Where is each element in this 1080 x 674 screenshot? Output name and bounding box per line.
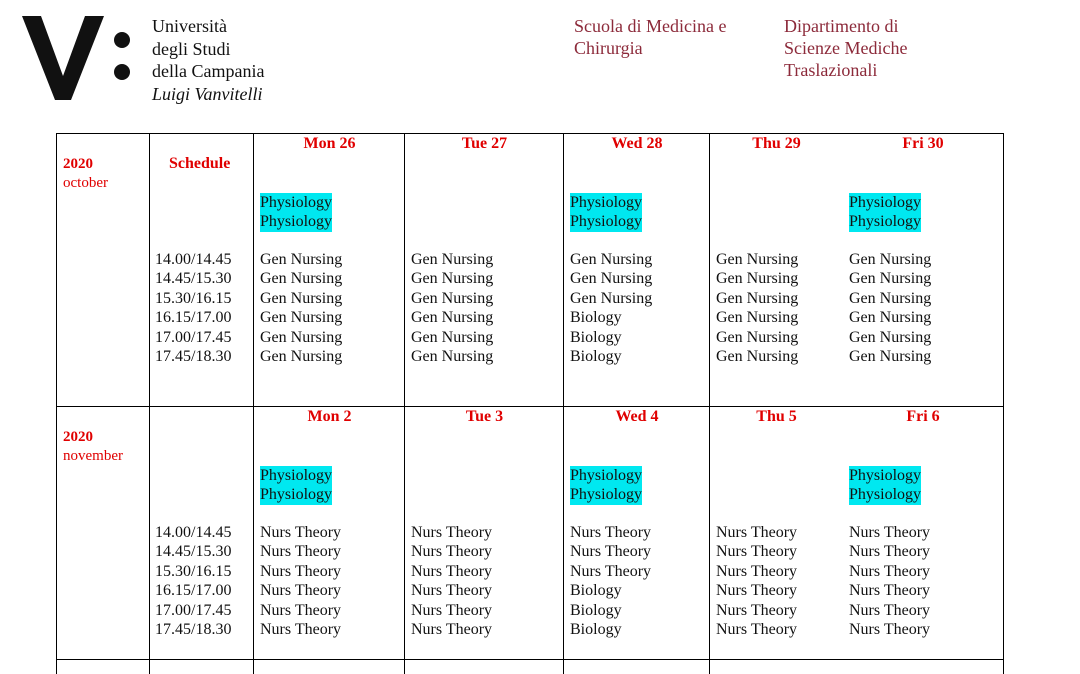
lesson-item: Nurs Theory [411, 621, 493, 639]
lesson-item: Nurs Theory [849, 562, 931, 580]
month-label [63, 428, 123, 466]
lesson-item: Gen Nursing [411, 328, 494, 346]
university-line: Luigi Vanvitelli [152, 83, 263, 104]
lesson-item: Gen Nursing [411, 270, 494, 288]
lesson-item: Nurs Theory [260, 543, 342, 561]
lesson-item: Gen Nursing [570, 251, 653, 268]
lesson-item: Biology [570, 328, 622, 346]
lesson-item: Nurs Theory [849, 601, 931, 619]
time-slot: 15.30/16.15 [155, 562, 232, 580]
lesson-item: Gen Nursing [411, 309, 494, 327]
time-slot: 14.00/14.45 [155, 251, 232, 268]
day-header: Mon 2 [307, 408, 352, 425]
lesson-item: Gen Nursing [716, 309, 799, 327]
lesson-item: Nurs Theory [570, 562, 652, 580]
school-line: Scuola di Medicina e [574, 16, 727, 36]
lesson-item: Nurs Theory [716, 621, 798, 639]
highlighted-lesson: Physiology [260, 194, 333, 211]
lesson-item: Nurs Theory [716, 601, 798, 619]
highlighted-lesson: Physiology [849, 486, 922, 504]
highlighted-lesson: Physiology [260, 467, 333, 484]
lesson-item: Nurs Theory [570, 543, 652, 561]
highlighted-lessons [260, 466, 332, 505]
table-row-divider [57, 659, 1003, 660]
schedule-table [56, 133, 1004, 674]
lesson-list [260, 523, 341, 639]
lesson-item: Nurs Theory [716, 562, 798, 580]
lesson-item: Nurs Theory [849, 582, 931, 600]
year-text: 2020 [63, 156, 93, 172]
lesson-item: Biology [570, 621, 622, 639]
highlighted-lesson: Physiology [849, 213, 922, 231]
lesson-item: Nurs Theory [849, 543, 931, 561]
time-slot: 17.00/17.45 [155, 601, 232, 619]
year-text: 2020 [63, 429, 93, 445]
highlighted-lesson: Physiology [570, 486, 643, 504]
lesson-item: Nurs Theory [411, 543, 493, 561]
lesson-item: Gen Nursing [570, 270, 653, 288]
highlighted-lesson: Physiology [570, 194, 643, 211]
time-slot: 16.15/17.00 [155, 582, 232, 600]
lesson-item: Nurs Theory [570, 524, 652, 541]
day-header: Mon 26 [303, 135, 356, 152]
lesson-item: Nurs Theory [716, 543, 798, 561]
lesson-item: Nurs Theory [260, 582, 342, 600]
lesson-item: Gen Nursing [849, 328, 932, 346]
time-slot: 17.45/18.30 [155, 348, 232, 366]
lesson-item: Biology [570, 348, 622, 366]
month-text: october [63, 175, 108, 191]
time-slots [155, 523, 231, 639]
lesson-item: Nurs Theory [260, 601, 342, 619]
highlighted-lesson: Physiology [260, 213, 333, 231]
lesson-item: Gen Nursing [260, 251, 343, 268]
lesson-item: Nurs Theory [260, 621, 342, 639]
time-slot: 16.15/17.00 [155, 309, 232, 327]
day-header: Thu 29 [752, 135, 801, 152]
lesson-item: Gen Nursing [570, 289, 653, 307]
university-line: degli Studi [152, 38, 231, 59]
department-line: Traslazionali [784, 60, 878, 80]
highlighted-lesson: Physiology [260, 486, 333, 504]
document-header [0, 0, 1080, 125]
university-line: Università [152, 16, 227, 36]
highlighted-lesson: Physiology [849, 467, 922, 484]
lesson-item: Nurs Theory [716, 524, 798, 541]
day-header: Tue 27 [461, 135, 508, 152]
lesson-item: Gen Nursing [260, 309, 343, 327]
month-label [63, 155, 108, 193]
lesson-item: Gen Nursing [411, 348, 494, 366]
table-column-divider [404, 134, 405, 674]
time-slots [155, 250, 231, 366]
highlighted-lesson: Physiology [570, 467, 643, 484]
lesson-list [849, 250, 931, 366]
university-line: della Campania [152, 61, 265, 81]
department-line: Scienze Mediche [784, 38, 908, 58]
lesson-item: Biology [570, 309, 622, 327]
lesson-item: Gen Nursing [716, 289, 799, 307]
lesson-item: Gen Nursing [260, 289, 343, 307]
lesson-item: Nurs Theory [411, 524, 493, 541]
day-header: Tue 3 [465, 408, 504, 425]
lesson-item: Gen Nursing [411, 251, 494, 268]
time-slot: 17.45/18.30 [155, 621, 232, 639]
highlighted-lessons [570, 466, 642, 505]
highlighted-lessons [849, 193, 921, 232]
table-column-divider [253, 134, 254, 674]
lesson-item: Gen Nursing [849, 289, 932, 307]
time-slot: 14.45/15.30 [155, 270, 232, 288]
highlighted-lessons [260, 193, 332, 232]
time-slot: 15.30/16.15 [155, 289, 232, 307]
lesson-list [570, 523, 651, 639]
lesson-list [570, 250, 652, 366]
lesson-item: Gen Nursing [716, 251, 799, 268]
department-name [784, 15, 907, 81]
lesson-item: Gen Nursing [260, 270, 343, 288]
lesson-item: Biology [570, 601, 622, 619]
lesson-item: Nurs Theory [849, 524, 931, 541]
schedule-header: Schedule [169, 155, 231, 172]
lesson-list [849, 523, 930, 639]
lesson-list [716, 523, 797, 639]
day-header: Fri 30 [902, 135, 944, 152]
lesson-item: Nurs Theory [260, 562, 342, 580]
time-slot: 14.45/15.30 [155, 543, 232, 561]
lesson-item: Nurs Theory [260, 524, 342, 541]
highlighted-lesson: Physiology [849, 194, 922, 211]
day-header: Wed 4 [615, 408, 659, 425]
lesson-item: Gen Nursing [849, 309, 932, 327]
lesson-item: Gen Nursing [849, 270, 932, 288]
table-column-divider [149, 134, 150, 674]
table-column-divider [563, 134, 564, 674]
lesson-item: Nurs Theory [411, 562, 493, 580]
lesson-item: Gen Nursing [849, 251, 932, 268]
lesson-item: Gen Nursing [716, 328, 799, 346]
school-line: Chirurgia [574, 38, 643, 58]
lesson-item: Gen Nursing [260, 328, 343, 346]
time-slot: 17.00/17.45 [155, 328, 232, 346]
lesson-item: Nurs Theory [716, 582, 798, 600]
vanvitelli-logo [22, 14, 137, 102]
month-text: november [63, 448, 123, 464]
lesson-item: Gen Nursing [716, 270, 799, 288]
lesson-item: Nurs Theory [411, 582, 493, 600]
lesson-item: Gen Nursing [260, 348, 343, 366]
day-header: Wed 28 [611, 135, 663, 152]
university-name [152, 15, 264, 105]
lesson-list [411, 523, 492, 639]
department-line: Dipartimento di [784, 16, 899, 36]
table-column-divider [709, 134, 710, 674]
lesson-list [411, 250, 493, 366]
highlighted-lessons [849, 466, 921, 505]
lesson-item: Biology [570, 582, 622, 600]
lesson-list [716, 250, 798, 366]
table-row-divider [57, 406, 1003, 407]
lesson-item: Nurs Theory [849, 621, 931, 639]
lesson-item: Gen Nursing [716, 348, 799, 366]
highlighted-lessons [570, 193, 642, 232]
lesson-item: Gen Nursing [849, 348, 932, 366]
lesson-item: Nurs Theory [411, 601, 493, 619]
lesson-item: Gen Nursing [411, 289, 494, 307]
day-header: Fri 6 [906, 408, 940, 425]
time-slot: 14.00/14.45 [155, 524, 232, 541]
school-name [574, 15, 726, 59]
highlighted-lesson: Physiology [570, 213, 643, 231]
day-header: Thu 5 [756, 408, 797, 425]
lesson-list [260, 250, 342, 366]
